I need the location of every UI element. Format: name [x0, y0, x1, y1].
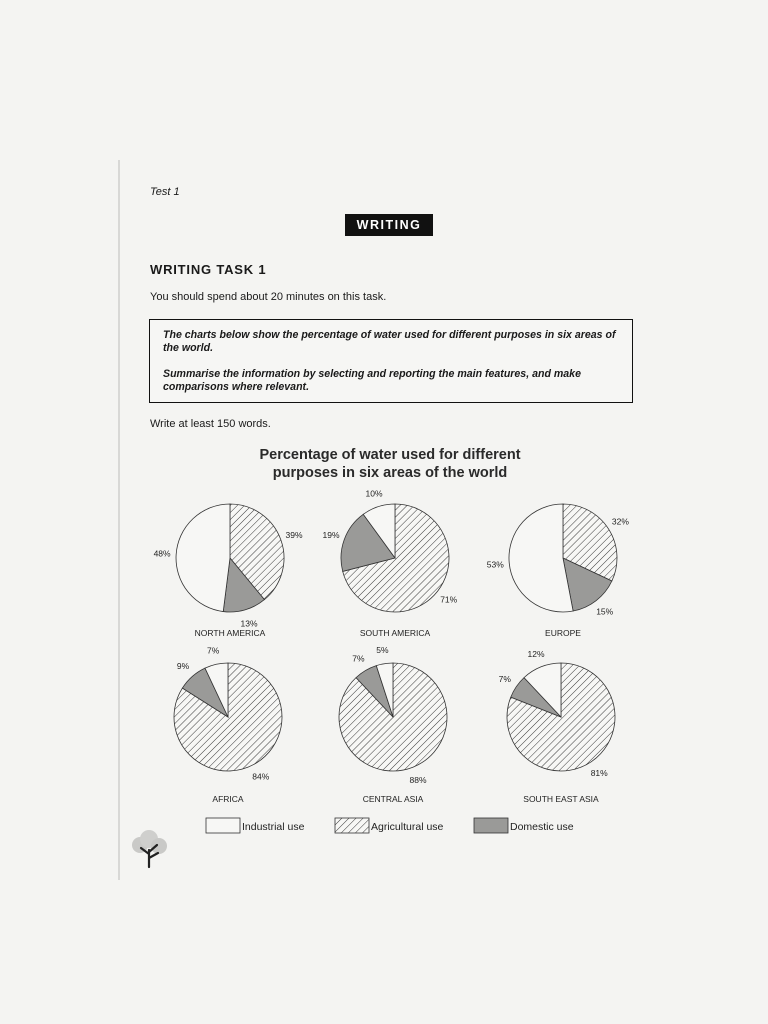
data-label-south-east-asia-agricultural: 81%: [590, 768, 608, 779]
legend-item-agricultural: [335, 818, 444, 833]
data-label-europe-agricultural: 32%: [611, 516, 629, 527]
task-heading: WRITING TASK 1: [150, 262, 267, 277]
data-label-south-east-asia-domestic: 7%: [498, 673, 511, 684]
slice-north-america-industrial: [176, 504, 230, 612]
prompt-description: The charts below show the percentage of water used for different purposes in six areas of the world.: [163, 329, 616, 354]
data-label-africa-agricultural: 84%: [252, 771, 270, 782]
data-label-europe-industrial: 53%: [486, 559, 504, 570]
data-label-central-asia-industrial: 5%: [376, 644, 389, 655]
pie-north-america: [154, 504, 303, 638]
pie-south-america: [322, 488, 457, 638]
data-label-south-america-domestic: 19%: [322, 530, 340, 540]
region-label-africa: AFRICA: [212, 794, 244, 804]
region-label-north-america: NORTH AMERICA: [194, 628, 266, 638]
chart-title-line1: Percentage of water used for different: [259, 447, 521, 463]
pie-south-east-asia: [499, 649, 615, 804]
test-label: Test 1: [150, 186, 180, 198]
section-banner: WRITING: [345, 214, 433, 236]
region-label-central-asia: CENTRAL ASIA: [362, 794, 424, 804]
legend-label-agricultural: Agricultural use: [371, 821, 444, 833]
region-label-south-east-asia: SOUTH EAST ASIA: [523, 794, 599, 804]
data-label-north-america-industrial: 48%: [153, 548, 171, 559]
legend-item-industrial: [206, 818, 305, 833]
region-label-south-america: SOUTH AMERICA: [359, 628, 431, 638]
data-label-north-america-domestic: 13%: [240, 618, 258, 629]
pie-europe: [487, 504, 630, 638]
chart-title-line2: purposes in six areas of the world: [272, 465, 508, 481]
pie-africa: [174, 646, 282, 804]
data-label-south-america-agricultural: 71%: [440, 594, 458, 605]
prompt-instruction: Summarise the information by selecting and reporting the main features, and make comparisons where relevant.: [163, 368, 581, 393]
pie-central-asia: [339, 645, 447, 804]
legend-swatch-industrial: [206, 818, 240, 833]
data-label-europe-domestic: 15%: [596, 606, 614, 617]
legend-swatch-agricultural: [335, 818, 369, 833]
data-label-central-asia-agricultural: 88%: [409, 775, 427, 786]
data-label-central-asia-domestic: 7%: [352, 653, 365, 664]
word-count-instruction: Write at least 150 words.: [150, 418, 271, 430]
legend-label-domestic: Domestic use: [510, 821, 574, 833]
legend-swatch-domestic: [474, 818, 508, 833]
data-label-north-america-agricultural: 39%: [285, 530, 303, 540]
data-label-south-east-asia-industrial: 12%: [527, 648, 545, 659]
legend-label-industrial: Industrial use: [242, 821, 305, 833]
time-instruction: You should spend about 20 minutes on this task.: [150, 291, 387, 303]
tree-icon: [128, 830, 172, 870]
legend-item-domestic: [474, 818, 574, 833]
data-label-africa-domestic: 9%: [176, 661, 190, 671]
region-label-europe: EUROPE: [545, 628, 581, 638]
data-label-africa-industrial: 7%: [207, 645, 220, 656]
data-label-south-america-industrial: 10%: [365, 488, 383, 499]
